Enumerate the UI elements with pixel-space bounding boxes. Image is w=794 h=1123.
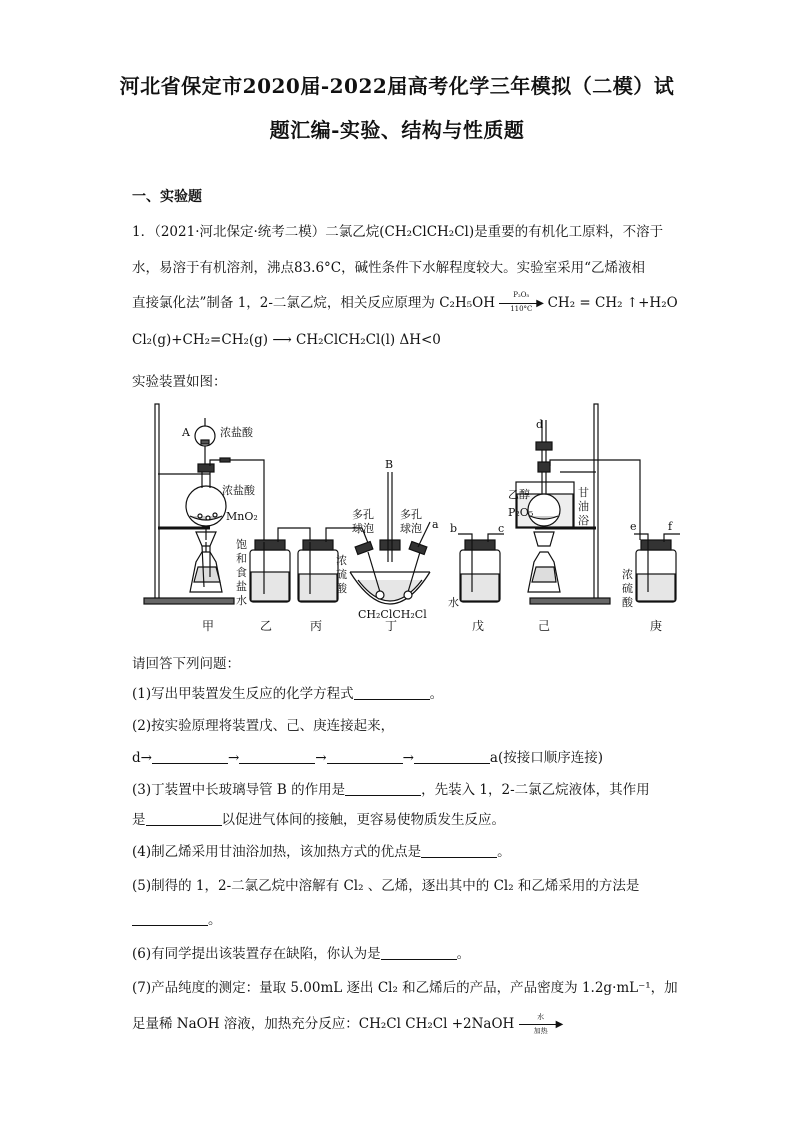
caption-yi: 乙 [260, 619, 273, 633]
question-7-text-b: 足量稀 NaOH 溶液，加热充分反应：CH₂Cl CH₂Cl +2NaOH [132, 1016, 515, 1032]
prompt: 请回答下列问题： [132, 656, 240, 672]
caption-ding: 丁 [385, 619, 398, 633]
question-1-end: 。 [429, 686, 444, 702]
arrow-top-label: P₂O₅ [513, 290, 530, 299]
question-6 [132, 942, 470, 962]
question-intro-line2: 水，易溶于有机溶剂，沸点83.6°C，碱性条件下水解程度较大。实验室采用“乙烯液相 [132, 260, 646, 276]
seq-arrow-2: → [315, 750, 327, 766]
label-sat-nacl-4: 水 [236, 594, 247, 607]
label-conc-hcl-mid: 浓盐酸 [222, 484, 255, 497]
answer-blank-2a[interactable] [152, 749, 228, 764]
label-port-c: c [498, 522, 505, 535]
label-glycerol-1: 油 [578, 500, 589, 513]
label-B: B [385, 458, 394, 471]
answer-blank-1[interactable] [354, 685, 430, 700]
label-port-e: e [630, 520, 637, 533]
question-3-line2 [132, 808, 505, 828]
label-conc-hcl-top: 浓盐酸 [220, 426, 253, 439]
question-6-text: (6)有同学提出该装置存在缺陷，你认为是 [132, 946, 381, 962]
apparatus-intro: 实验装置如图： [132, 374, 227, 390]
question-5-end: 。 [208, 912, 222, 928]
label-glycerol-0: 甘 [578, 486, 589, 499]
arrow-bottom-label: 110°C [510, 304, 533, 313]
seq-start: d→ [132, 750, 152, 766]
question-1-text: (1)写出甲装置发生反应的化学方程式 [132, 686, 354, 702]
label-mno2: MnO₂ [226, 510, 258, 523]
label-h2so4-bing-2: 酸 [336, 582, 347, 595]
reaction2: Cl₂(g)+CH₂=CH₂(g) ⟶ CH₂ClCH₂Cl(l) ΔH<0 [132, 332, 441, 348]
label-ethanol: 乙醇 [508, 488, 530, 501]
question-5: (5)制得的 1，2-二氯乙烷中溶解有 Cl₂ 、乙烯，逐出其中的 Cl₂ 和乙烯采用的方法是 [132, 878, 640, 894]
answer-blank-2b[interactable] [239, 749, 315, 764]
question-intro-line3 [132, 291, 678, 312]
naoh-arrow-bottom: 加热 [533, 1026, 548, 1035]
reaction-arrow-condition: P₂O₅ ▶ 110°C [499, 296, 543, 312]
label-h2so4-geng-1: 硫 [622, 582, 633, 595]
label-A: A [182, 426, 190, 439]
caption-geng: 庚 [650, 619, 663, 633]
label-h2so4-geng-2: 酸 [622, 596, 633, 609]
label-h2so4-bing-0: 浓 [336, 554, 347, 567]
label-porous1-0: 多孔 [352, 508, 374, 521]
question-5-answer [132, 908, 222, 928]
caption-jia: 甲 [202, 619, 215, 633]
label-sat-nacl-1: 和 [236, 552, 247, 565]
question-intro-line1: 1．（2021·河北保定·统考二模）二氯乙烷(CH₂ClCH₂Cl)是重要的有机化工原料，不溶于 [132, 224, 664, 240]
question-3-text-a: (3)丁装置中长玻璃导管 B 的作用是 [132, 782, 346, 798]
label-sat-nacl-3: 盐 [236, 580, 247, 593]
question-4-text: (4)制乙烯采用甘油浴加热，该加热方式的优点是 [132, 844, 422, 860]
naoh-arrow-top: 水 [537, 1012, 545, 1021]
question-2: (2)按实验原理将装置戊、己、庚连接起来， [132, 718, 395, 734]
label-porous2-0: 多孔 [400, 508, 422, 521]
page-title-line2: 题汇编-实验、结构与性质题 [269, 118, 525, 142]
question-3-text-d: 以促进气体间的接触，更容易使物质发生反应。 [221, 812, 505, 828]
answer-blank-6[interactable] [381, 945, 457, 960]
label-port-d: d [536, 418, 544, 431]
seq-arrow-1: → [227, 750, 240, 766]
answer-blank-2c[interactable] [327, 749, 403, 764]
reaction1-left: 直接氯化法”制备 1，2-二氯乙烷，相关反应原理为 C₂H₅OH [132, 295, 495, 311]
caption-ji: 己 [538, 619, 551, 633]
question-7-line1: (7)产品纯度的测定：量取 5.00mL 逐出 Cl₂ 和乙烯后的产品，产品密度为 1.2g·mL⁻¹，加 [132, 980, 678, 996]
reaction1-right: CH₂ = CH₂ ↑+H₂O [547, 295, 678, 311]
answer-blank-3a[interactable] [345, 781, 421, 796]
label-sat-nacl-2: 食 [236, 566, 247, 579]
apparatus-figure [130, 402, 690, 638]
answer-blank-5[interactable] [132, 911, 208, 926]
label-sat-nacl-0: 饱 [236, 538, 247, 551]
label-water: 水 [448, 596, 459, 609]
label-port-a: a [432, 518, 439, 531]
page-title-line1: 河北省保定市2020届-2022届高考化学三年模拟（二模）试 [119, 74, 675, 98]
reaction-arrow-naoh: 水 ▶ 加热 [519, 1017, 563, 1033]
label-porous2-1: 球泡 [400, 522, 422, 535]
question-3-text-b: ，先装入 1，2-二氯乙烷液体，其作用 [421, 782, 650, 798]
label-port-f: f [668, 520, 673, 533]
caption-bing: 丙 [310, 619, 323, 633]
label-h2so4-bing-1: 硫 [336, 568, 347, 581]
answer-blank-3b[interactable] [146, 811, 222, 826]
question-2-sequence [132, 746, 603, 766]
question-4-end: 。 [497, 844, 511, 860]
seq-end: a(按接口顺序连接) [489, 750, 603, 766]
label-p2o5: P₂O₅ [508, 506, 534, 519]
question-6-end: 。 [456, 946, 471, 962]
label-product: CH₂ClCH₂Cl [358, 608, 427, 621]
answer-blank-2d[interactable] [414, 749, 490, 764]
label-port-b: b [450, 522, 458, 535]
question-7-line2 [132, 1012, 563, 1033]
question-1 [132, 682, 443, 702]
question-3-text-c: 是 [132, 812, 146, 828]
label-h2so4-geng-0: 浓 [622, 568, 633, 581]
question-3-line1 [132, 778, 650, 798]
caption-wu: 戊 [472, 619, 485, 633]
label-porous1-1: 球泡 [352, 522, 374, 535]
answer-blank-4[interactable] [421, 843, 497, 858]
label-glycerol-2: 浴 [578, 514, 589, 527]
seq-arrow-3: → [402, 750, 414, 766]
question-4 [132, 840, 511, 860]
section-heading: 一、实验题 [132, 189, 202, 205]
